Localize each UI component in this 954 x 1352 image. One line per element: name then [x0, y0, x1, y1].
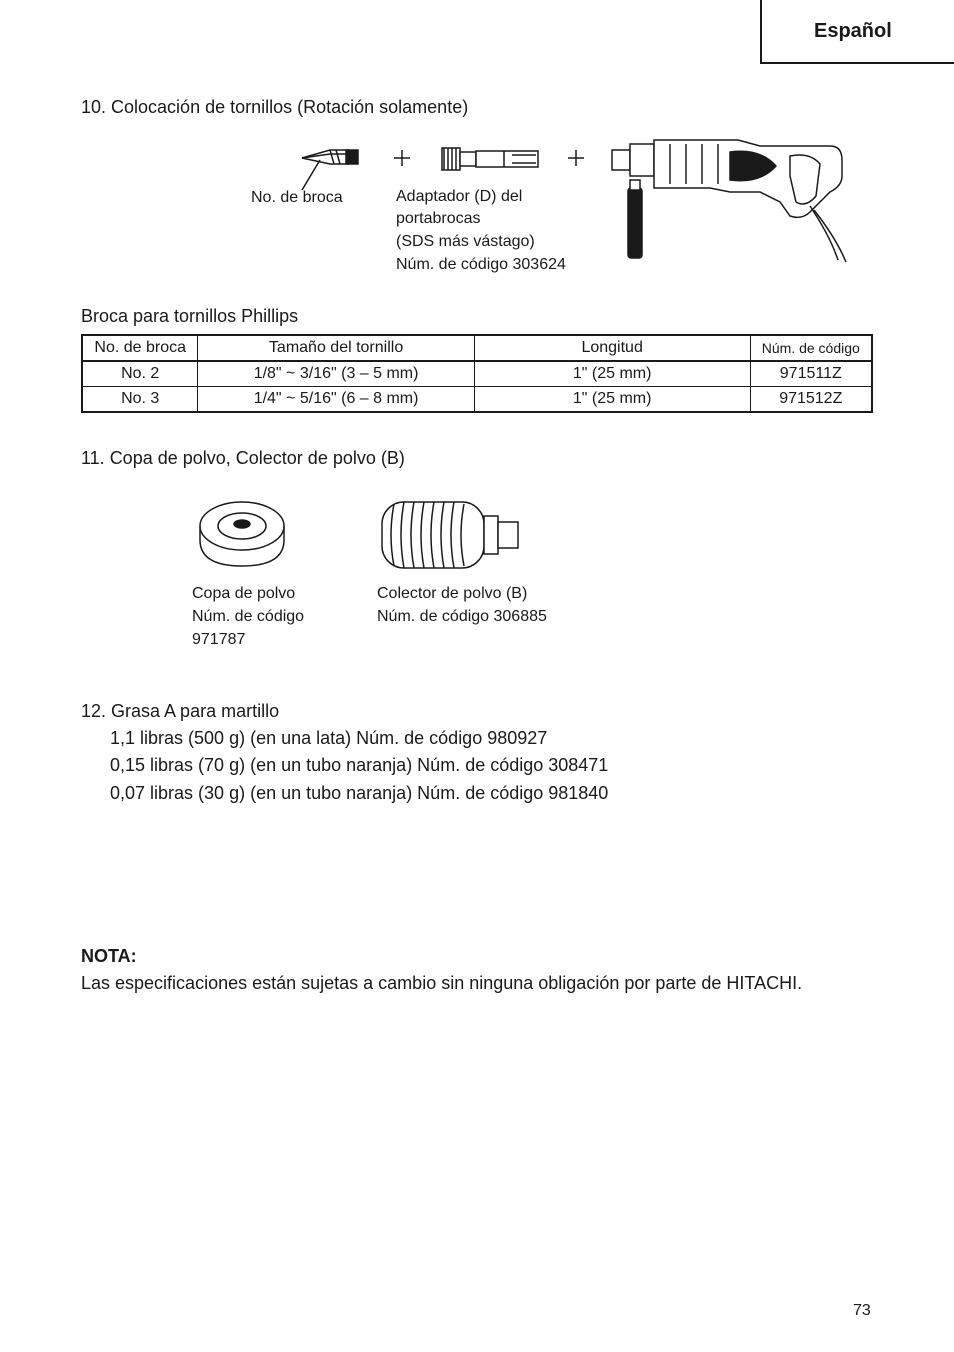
chuck-adapter-drawing: [442, 148, 538, 170]
table-header-row: [82, 335, 872, 361]
screw-bit-adapter-hammer-illustration: [290, 136, 860, 266]
adapter-caption-line-1: Adaptador (D) del: [396, 188, 523, 205]
rotary-hammer-drawing: [612, 140, 846, 262]
section-11-title: 11. Copa de polvo, Colector de polvo (B): [81, 448, 405, 468]
table-cell: No. 2: [82, 361, 198, 387]
header-cell: Núm. de código: [750, 335, 872, 361]
table-row: [82, 386, 872, 412]
table-cell: 1/8" ~ 3/16" (3 – 5 mm): [198, 361, 474, 387]
grease-item: 0,15 libras (70 g) (en un tubo naranja) Núm. de código 308471: [110, 755, 609, 775]
note-body: Las especificaciones están sujetas a cambio sin ninguna obligación por parte de HITACHI.: [81, 973, 803, 993]
table-row: [82, 361, 872, 387]
language-label: Español: [814, 20, 892, 42]
section-12-title: 12. Grasa A para martillo: [81, 701, 280, 721]
dust-cup-drawing: [196, 496, 288, 572]
dust-collector-caption-line-2: Núm. de código 306885: [377, 608, 547, 625]
plus-sign-2: [568, 150, 584, 166]
phillips-bit-table: [81, 334, 873, 413]
header-cell: Tamaño del tornillo: [198, 335, 474, 361]
adapter-caption-line-2: portabrocas: [396, 210, 481, 227]
table-cell: 971511Z: [750, 361, 872, 387]
grease-item: 1,1 libras (500 g) (en una lata) Núm. de código 980927: [110, 728, 548, 748]
table-cell: 1" (25 mm): [474, 361, 750, 387]
dust-cup-caption-line-3: 971787: [192, 631, 246, 648]
table-cell: 1/4" ~ 5/16" (6 – 8 mm): [198, 386, 474, 412]
plus-sign-1: [394, 150, 410, 166]
header-cell: No. de broca: [82, 335, 198, 361]
section-10-title: 10. Colocación de tornillos (Rotación solamente): [81, 97, 469, 117]
adapter-caption-line-3: (SDS más vástago): [396, 233, 535, 250]
dust-cup-caption-line-1: Copa de polvo: [192, 585, 296, 602]
table-cell: 971512Z: [750, 386, 872, 412]
table-cell: No. 3: [82, 386, 198, 412]
dust-collector-caption-line-1: Colector de polvo (B): [377, 585, 528, 602]
adapter-caption-line-4: Núm. de código 303624: [396, 256, 566, 273]
grease-item: 0,07 libras (30 g) (en un tubo naranja) Núm. de código 981840: [110, 783, 609, 803]
dust-cup-caption-line-2: Núm. de código: [192, 608, 305, 625]
table-title: Broca para tornillos Phillips: [81, 306, 299, 326]
note-heading: NOTA:: [81, 946, 137, 966]
dust-collector-drawing: [378, 498, 524, 574]
bit-label: No. de broca: [251, 189, 343, 206]
header-cell: Longitud: [474, 335, 750, 361]
table-cell: 1" (25 mm): [474, 386, 750, 412]
screw-bit-drawing: [302, 150, 358, 190]
page-number: 73: [853, 1302, 871, 1319]
language-tab: [760, 0, 954, 64]
